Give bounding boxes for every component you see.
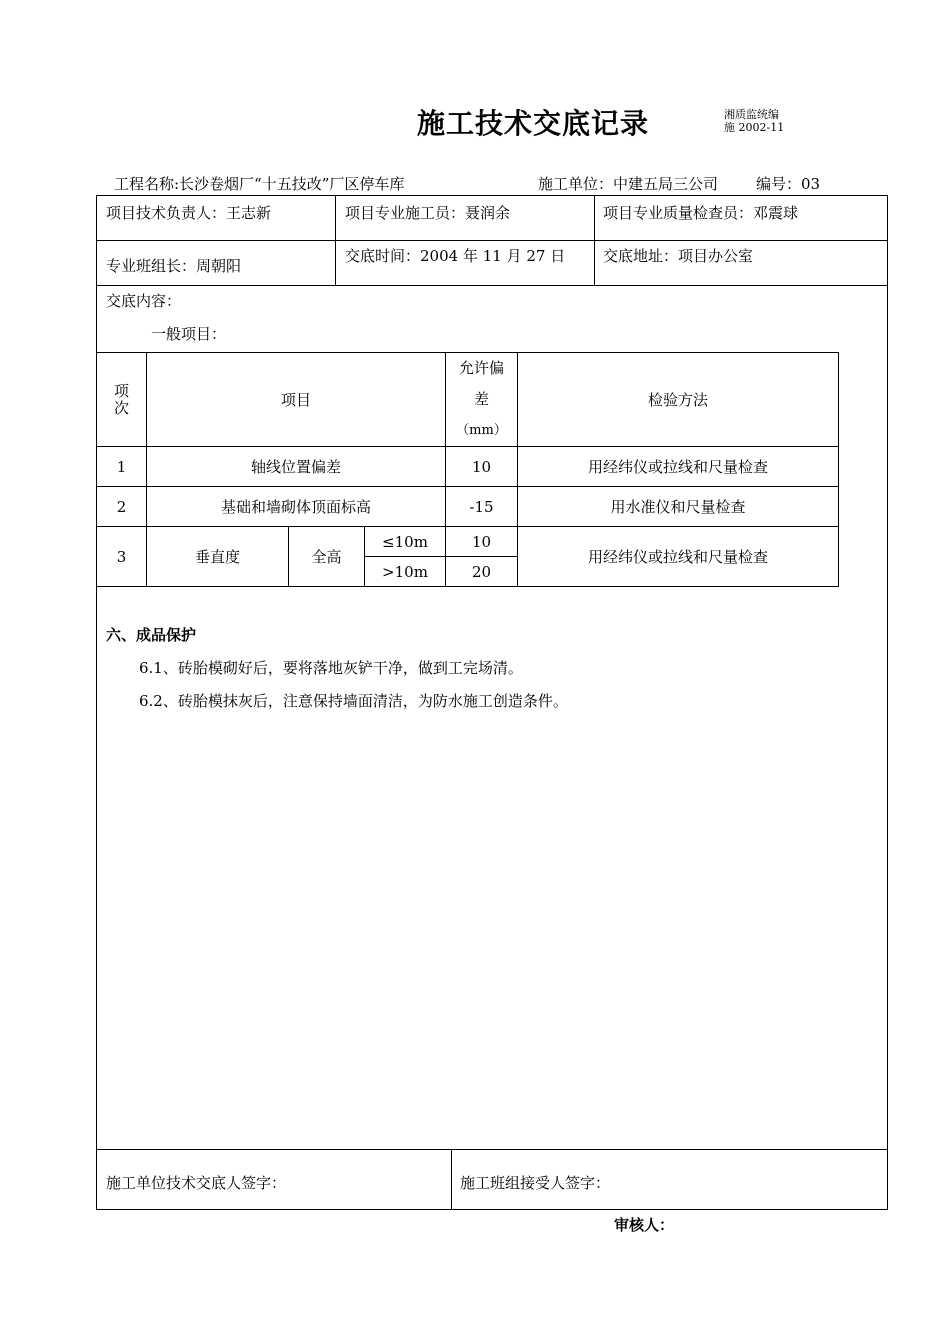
reviewer-signature: 审核人： (614, 1216, 675, 1234)
divider (335, 196, 336, 285)
content-subheading: 一般项目： (151, 325, 227, 343)
site-worker: 项目专业施工员：聂润余 (345, 204, 511, 222)
page-title: 施工技术交底记录 (417, 107, 650, 140)
divider (97, 240, 887, 241)
briefing-time: 交底时间：2004 年 11 月 27 日 (345, 247, 566, 265)
header-item: 项目 (147, 353, 446, 447)
form-body (96, 195, 888, 1210)
table-row: 1 轴线位置偏差 10 用经纬仪或拉线和尺量检查 (97, 447, 839, 487)
table-row: 2 基础和墙砌体顶面标高 -15 用水准仪和尺量检查 (97, 487, 839, 527)
divider (97, 1149, 887, 1150)
divider (97, 285, 887, 286)
header-method: 检验方法 (518, 353, 839, 447)
project-name: 工程名称:长沙卷烟厂“十五技改”厂区停车库 (114, 175, 405, 193)
header-seq: 项 次 (97, 353, 147, 447)
table-row: >10m 20 (97, 557, 839, 587)
form-tag (724, 108, 784, 134)
tech-lead: 项目技术负责人：王志新 (106, 204, 272, 222)
form-tag-line1: 湘质监统编 (724, 108, 779, 121)
team-leader: 专业班组长：周朝阳 (106, 257, 242, 275)
table-row: 3 垂直度 全高 ≤10m 10 用经纬仪或拉线和尺量检查 (97, 527, 839, 557)
table-header-row (97, 353, 839, 447)
form-tag-line2: 施 2002-11 (724, 121, 785, 134)
protection-heading: 六、成品保护 (106, 626, 197, 644)
document-number: 编号：03 (756, 175, 821, 193)
content-label: 交底内容： (106, 292, 182, 310)
briefer-signature: 施工单位技术交底人签字： (106, 1174, 287, 1192)
protection-line: 6.1、砖胎模砌好后，要将落地灰铲干净，做到工完场清。 (139, 659, 523, 677)
receiver-signature: 施工班组接受人签字： (460, 1174, 611, 1192)
divider (594, 196, 595, 285)
construction-unit: 施工单位：中建五局三公司 (538, 175, 719, 193)
inspection-table (96, 352, 839, 587)
header-tolerance: 允许偏 差 （mm） (446, 353, 518, 447)
quality-inspector: 项目专业质量检查员：邓震球 (603, 204, 799, 222)
briefing-place: 交底地址：项目办公室 (603, 247, 754, 265)
divider (451, 1149, 452, 1210)
protection-line: 6.2、砖胎模抹灰后，注意保持墙面清洁，为防水施工创造条件。 (139, 692, 568, 710)
